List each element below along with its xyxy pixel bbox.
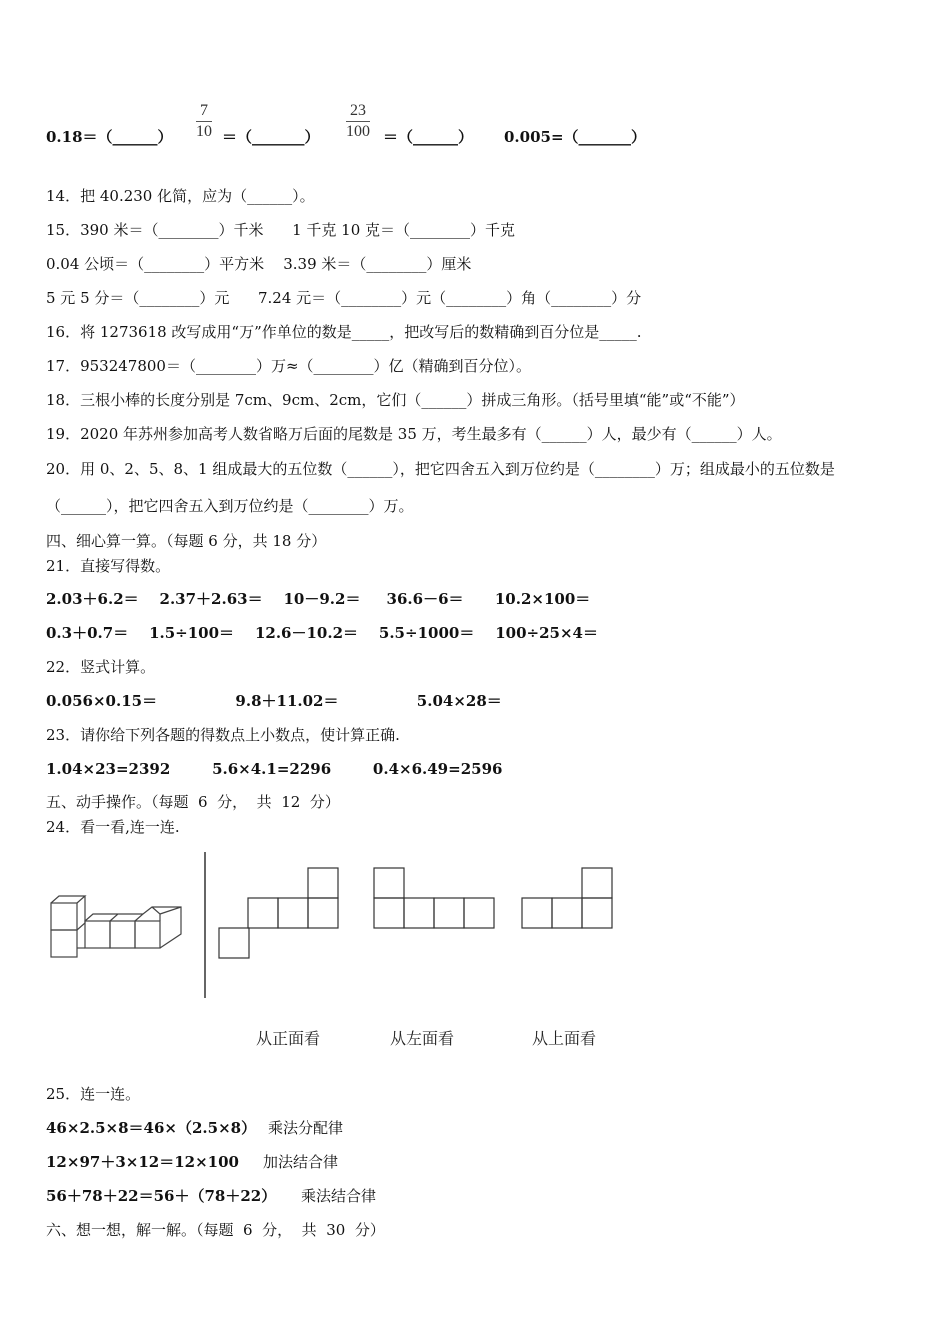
fraction-23-100: [346, 102, 370, 141]
label-left-view: 从左面看: [390, 1029, 455, 1048]
fraction-bar: [346, 121, 370, 122]
section-4-heading: 四、细心算一算。（每题 6 分，共 18 分）: [46, 532, 327, 550]
question-24: 24．看一看,连一连.: [46, 818, 180, 836]
q25-expression-2: 12×97＋3×12＝12×100: [46, 1153, 239, 1171]
view-shape-3: [520, 866, 616, 930]
question-21: 21．直接写得数。: [46, 557, 171, 575]
q25-expression-3: 56＋78＋22＝56＋（78＋22）: [46, 1187, 277, 1205]
q25-law-2: 加法结合律: [263, 1153, 339, 1171]
question-15-line-1: 15．390 米＝（________）千米 1 千克 10 克＝（________）千克: [46, 221, 516, 239]
view-shape-2: [372, 866, 498, 930]
cube-solid-figure: [40, 890, 190, 965]
question-15-line-2: 0.04 公顷＝（________）平方米 3.39 米＝（________）厘米: [46, 255, 472, 273]
question-15-line-3: 5 元 5 分＝（________）元 7.24 元＝（________）元（________）角（________）分: [46, 289, 642, 307]
q25-expression-1: 46×2.5×8＝46×（2.5×8）: [46, 1119, 257, 1137]
q25-law-1: 乘法分配律: [268, 1119, 344, 1137]
q13-item-3: ＝（______）: [383, 128, 474, 146]
question-22-row: 0.056×0.15＝ 9.8＋11.02＝ 5.04×28＝: [46, 692, 502, 710]
question-23: 23．请你给下列各题的得数点上小数点，使计算正确.: [46, 726, 400, 744]
question-21-row-1: 2.03＋6.2＝ 2.37＋2.63＝ 10－9.2＝ 36.6－6＝ 10.2×100＝: [46, 590, 591, 608]
question-18: 18．三根小棒的长度分别是 7cm、9cm、2cm，它们（______）拼成三角形。（括号里填“能”或“不能”）: [46, 391, 745, 409]
question-19: 19．2020 年苏州参加高考人数省略万后面的尾数是 35 万，考生最多有（______）人，最少有（______）人。: [46, 425, 782, 443]
view-shape-1: [218, 866, 342, 960]
question-17: 17．953247800＝（________）万≈（________）亿（精确到百分位）。: [46, 357, 532, 375]
question-23-row: 1.04×23=2392 5.6×4.1=2296 0.4×6.49=2596: [46, 760, 503, 778]
section-6-heading: 六、想一想，解一解。（每题 6 分， 共 30 分）: [46, 1221, 385, 1239]
fraction-denominator: 100: [346, 123, 370, 140]
fraction-denominator: 10: [196, 123, 212, 140]
q13-item-2: ＝（_______）: [222, 128, 320, 146]
section-5-heading: 五、动手操作。（每题 6 分， 共 12 分）: [46, 793, 340, 811]
question-20-line-1: 20．用 0、2、5、8、1 组成最大的五位数（______），把它四舍五入到万位约是（________）万；组成最小的五位数是: [46, 460, 835, 478]
question-22: 22．竖式计算。: [46, 658, 156, 676]
fraction-numerator: 7: [200, 102, 208, 119]
question-20-line-2: （______），把它四舍五入到万位约是（________）万。: [46, 497, 414, 515]
fraction-numerator: 23: [350, 102, 366, 119]
label-top-view: 从上面看: [532, 1029, 597, 1048]
divider-line: [203, 852, 207, 998]
question-16: 16．将 1273618 改写成用“万”作单位的数是_____，把改写后的数精确到百分位是_____.: [46, 323, 642, 341]
fraction-bar: [196, 121, 212, 122]
question-14: 14．把 40.230 化简，应为（______）。: [46, 187, 315, 205]
q13-item-4: 0.005=（_______）: [504, 128, 647, 146]
q13-item-1: 0.18＝（______）: [46, 128, 173, 146]
question-25: 25．连一连。: [46, 1085, 141, 1103]
question-21-row-2: 0.3＋0.7＝ 1.5÷100＝ 12.6－10.2＝ 5.5÷1000＝ 100÷25×4＝: [46, 624, 598, 642]
label-front-view: 从正面看: [256, 1029, 321, 1048]
q25-law-3: 乘法结合律: [301, 1187, 377, 1205]
fraction-7-10: [196, 102, 212, 141]
